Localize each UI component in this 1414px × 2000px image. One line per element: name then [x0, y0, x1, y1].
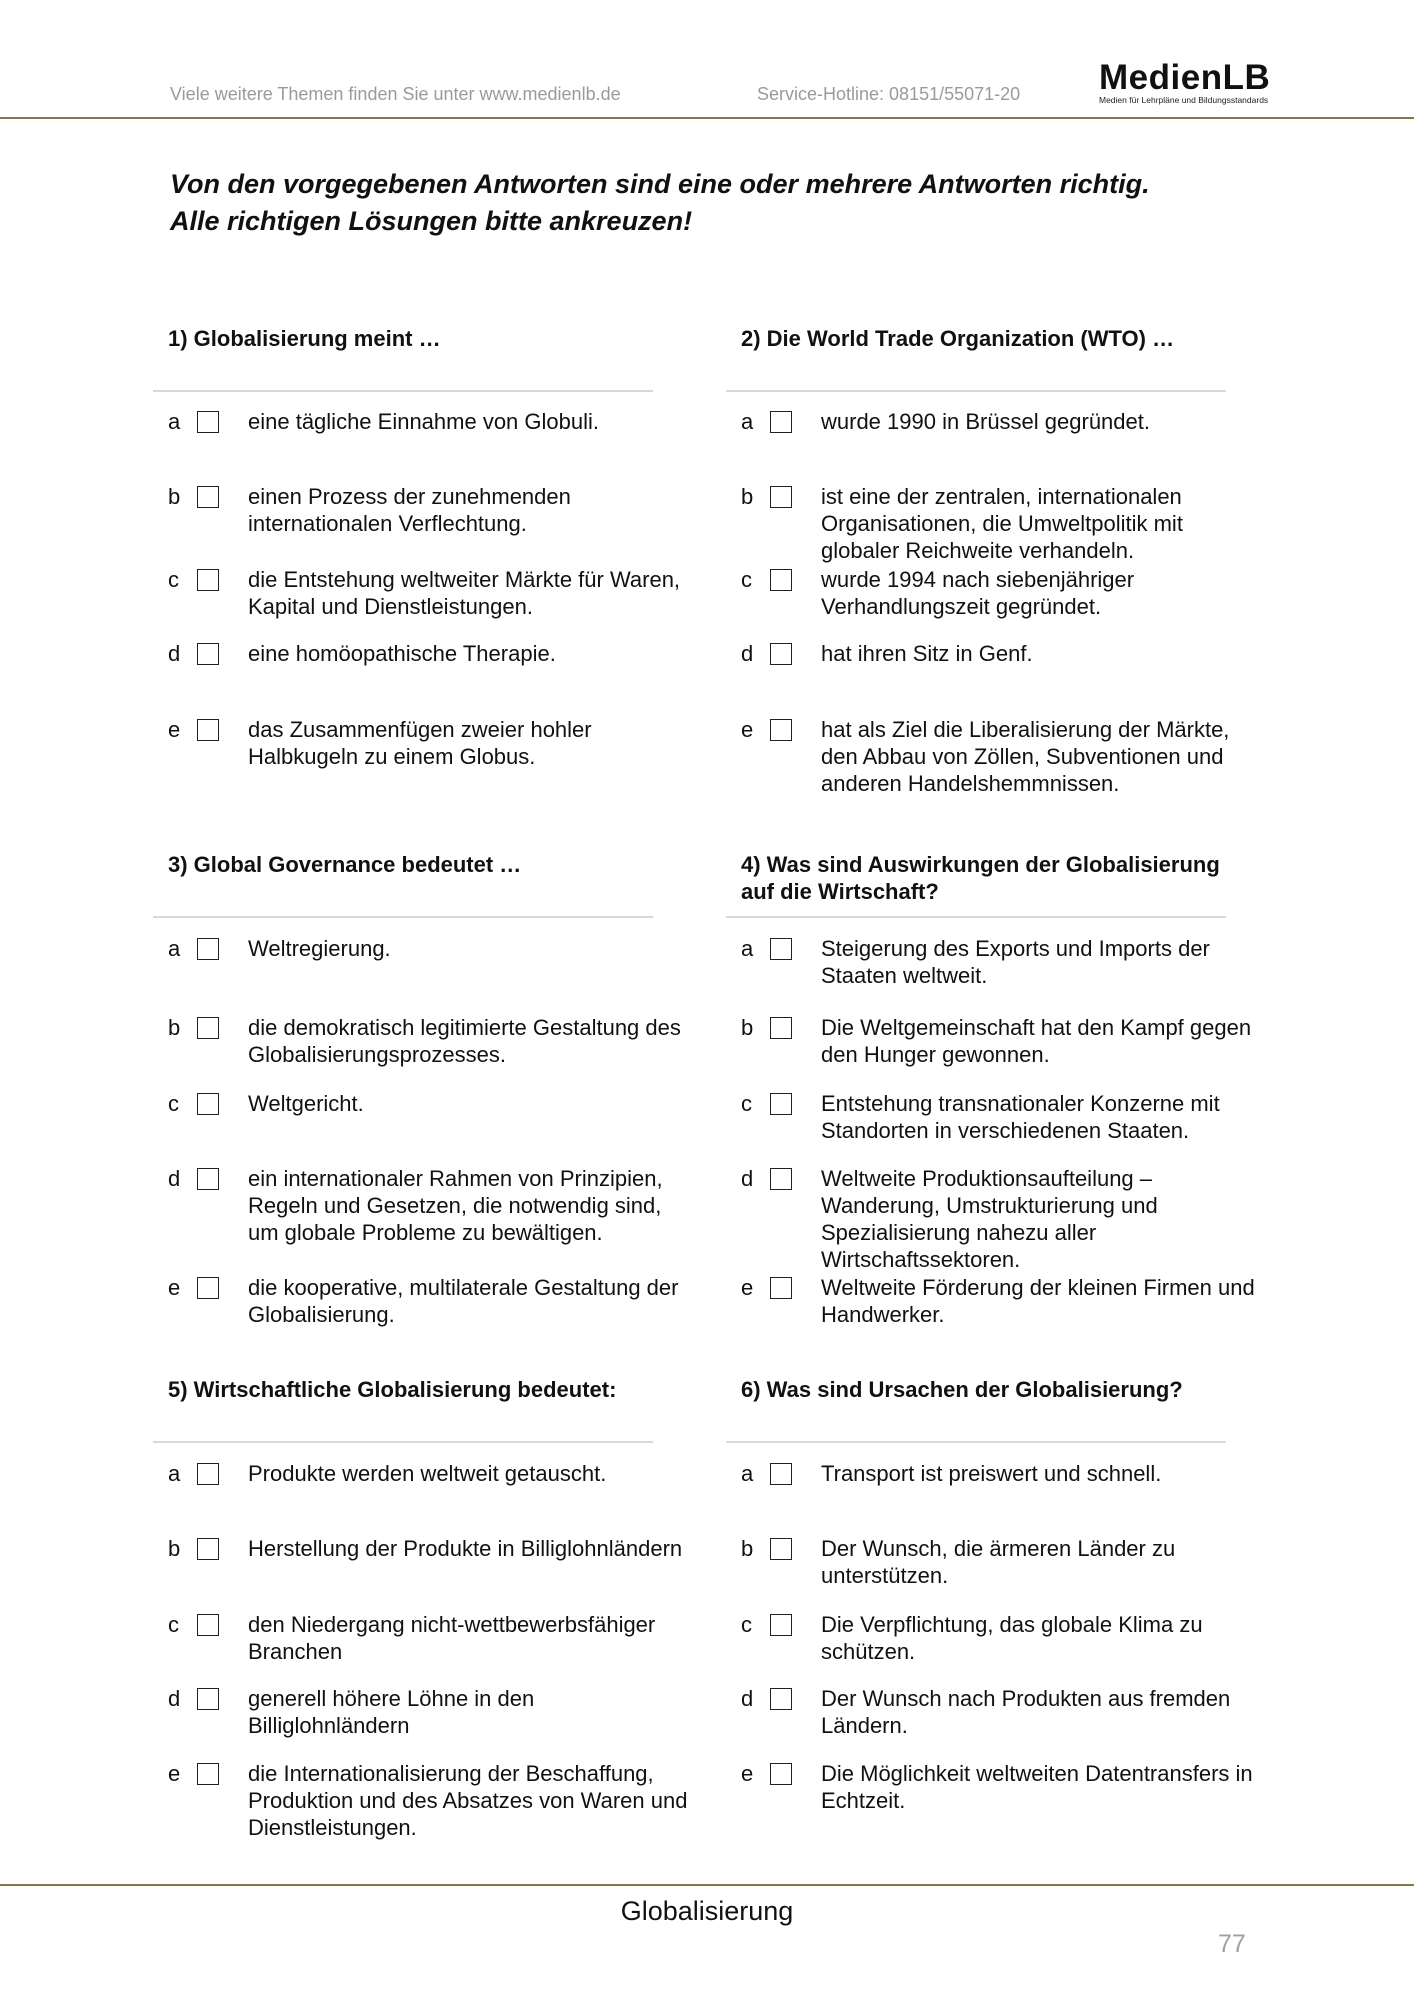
answer-checkbox[interactable]: [197, 569, 219, 591]
answer-checkbox[interactable]: [197, 1277, 219, 1299]
answer-checkbox[interactable]: [197, 1093, 219, 1115]
option-letter: b: [168, 1536, 181, 1561]
answer-checkbox[interactable]: [770, 1538, 792, 1560]
instructions: [170, 166, 1290, 240]
header-hotline-text: Service-Hotline: 08151/55071-20: [757, 84, 1021, 104]
option-letter: b: [741, 484, 754, 509]
option-letter: b: [168, 484, 181, 509]
option-text: die kooperative, multilaterale Gestaltung der Globalisierung.: [248, 1275, 679, 1327]
question-6-separator: [726, 1441, 1226, 1443]
option-text: die Internationalisierung der Beschaffung, Produktion und des Absatzes von Waren und Dienstleistungen.: [248, 1761, 688, 1840]
option-letter: e: [168, 1761, 181, 1786]
option-letter: e: [741, 717, 754, 742]
option-text: einen Prozess der zunehmenden internationalen Verflechtung.: [248, 484, 571, 536]
option-text: generell höhere Löhne in den Billiglohnländern: [248, 1686, 535, 1738]
option-text: Der Wunsch nach Produkten aus fremden Ländern.: [821, 1686, 1231, 1738]
question-2-title: 2) Die World Trade Organization (WTO) …: [741, 326, 1175, 351]
answer-checkbox[interactable]: [770, 938, 792, 960]
header-rule: [0, 117, 1414, 119]
option-letter: a: [741, 936, 754, 961]
answer-checkbox[interactable]: [770, 719, 792, 741]
option-text: Herstellung der Produkte in Billiglohnländern: [248, 1536, 683, 1561]
option-letter: e: [168, 1275, 181, 1300]
option-letter: c: [168, 1091, 179, 1116]
option-letter: a: [168, 409, 181, 434]
option-text: eine homöopathische Therapie.: [248, 641, 556, 666]
question-6-title: 6) Was sind Ursachen der Globalisierung?: [741, 1377, 1183, 1402]
answer-checkbox[interactable]: [770, 1093, 792, 1115]
answer-checkbox[interactable]: [770, 411, 792, 433]
answer-checkbox[interactable]: [197, 486, 219, 508]
option-letter: a: [741, 1461, 754, 1486]
answer-checkbox[interactable]: [197, 1538, 219, 1560]
option-letter: d: [168, 1166, 181, 1191]
answer-checkbox[interactable]: [770, 486, 792, 508]
option-text: Transport ist preiswert und schnell.: [821, 1461, 1162, 1486]
option-text: Die Weltgemeinschaft hat den Kampf gegen den Hunger gewonnen.: [821, 1015, 1252, 1067]
option-text: Steigerung des Exports und Imports der Staaten weltweit.: [821, 936, 1210, 988]
answer-checkbox[interactable]: [197, 1763, 219, 1785]
option-letter: d: [168, 1686, 181, 1711]
option-text: hat als Ziel die Liberalisierung der Märkte, den Abbau von Zöllen, Subventionen und anderen Handelshemmnissen.: [821, 717, 1230, 796]
option-letter: e: [741, 1761, 754, 1786]
instructions-line-1: Von den vorgegebenen Antworten sind eine oder mehrere Antworten richtig.: [170, 169, 1150, 199]
option-text: Produkte werden weltweit getauscht.: [248, 1461, 607, 1486]
option-text: den Niedergang nicht-wettbewerbsfähiger Branchen: [248, 1612, 656, 1664]
option-text: ist eine der zentralen, internationalen Organisationen, die Umweltpolitik mit globaler Reichweite verhandeln.: [821, 484, 1183, 563]
answer-checkbox[interactable]: [197, 719, 219, 741]
question-3-separator: [153, 916, 653, 918]
answer-checkbox[interactable]: [770, 1688, 792, 1710]
option-letter: c: [741, 1612, 752, 1637]
option-letter: d: [741, 641, 754, 666]
option-letter: d: [741, 1166, 754, 1191]
question-5-title: 5) Wirtschaftliche Globalisierung bedeutet:: [168, 1377, 617, 1402]
option-text: die Entstehung weltweiter Märkte für Waren, Kapital und Dienstleistungen.: [248, 567, 681, 619]
option-letter: d: [741, 1686, 754, 1711]
option-text: Die Verpflichtung, das globale Klima zu schützen.: [821, 1612, 1203, 1664]
question-4-title: 4) Was sind Auswirkungen der Globalisierung auf die Wirtschaft?: [741, 852, 1220, 904]
option-text: hat ihren Sitz in Genf.: [821, 641, 1033, 666]
answer-checkbox[interactable]: [197, 1017, 219, 1039]
option-letter: a: [168, 1461, 181, 1486]
question-1-title: 1) Globalisierung meint …: [168, 326, 441, 351]
answer-checkbox[interactable]: [770, 1277, 792, 1299]
footer-rule: [0, 1884, 1414, 1886]
answer-checkbox[interactable]: [197, 643, 219, 665]
question-3-title: 3) Global Governance bedeutet …: [168, 852, 522, 877]
logo-subtitle: Medien für Lehrpläne und Bildungsstandards: [1099, 95, 1269, 105]
answer-checkbox[interactable]: [770, 569, 792, 591]
answer-checkbox[interactable]: [197, 1168, 219, 1190]
option-letter: e: [741, 1275, 754, 1300]
option-text: Weltregierung.: [248, 936, 391, 961]
option-text: das Zusammenfügen zweier hohler Halbkugeln zu einem Globus.: [248, 717, 592, 769]
answer-checkbox[interactable]: [197, 411, 219, 433]
question-5-separator: [153, 1441, 653, 1443]
option-text: ein internationaler Rahmen von Prinzipien, Regeln und Gesetzen, die notwendig sind, um globale Probleme zu bewältigen.: [248, 1166, 663, 1245]
answer-checkbox[interactable]: [770, 1614, 792, 1636]
answer-checkbox[interactable]: [197, 1614, 219, 1636]
question-1-separator: [153, 390, 653, 392]
option-text: wurde 1990 in Brüssel gegründet.: [821, 409, 1150, 434]
option-letter: b: [741, 1015, 754, 1040]
option-text: Der Wunsch, die ärmeren Länder zu unterstützen.: [821, 1536, 1176, 1588]
option-text: die demokratisch legitimierte Gestaltung des Globalisierungsprozesses.: [248, 1015, 681, 1067]
option-text: Die Möglichkeit weltweiten Datentransfers in Echtzeit.: [821, 1761, 1253, 1813]
answer-checkbox[interactable]: [770, 1168, 792, 1190]
option-letter: c: [741, 1091, 752, 1116]
option-letter: d: [168, 641, 181, 666]
answer-checkbox[interactable]: [770, 1017, 792, 1039]
footer-title: Globalisierung: [620, 1896, 794, 1926]
answer-checkbox[interactable]: [197, 938, 219, 960]
option-text: Entstehung transnationaler Konzerne mit Standorten in verschiedenen Staaten.: [821, 1091, 1220, 1143]
option-text: eine tägliche Einnahme von Globuli.: [248, 409, 600, 434]
option-letter: c: [168, 1612, 179, 1637]
page-number: 77: [1218, 1930, 1246, 1958]
logo-title: MedienLB: [1099, 58, 1271, 97]
answer-checkbox[interactable]: [197, 1688, 219, 1710]
option-letter: b: [741, 1536, 754, 1561]
answer-checkbox[interactable]: [197, 1463, 219, 1485]
option-text: wurde 1994 nach siebenjähriger Verhandlungszeit gegründet.: [821, 567, 1135, 619]
answer-checkbox[interactable]: [770, 1463, 792, 1485]
instructions-line-2: Alle richtigen Lösungen bitte ankreuzen!: [170, 206, 693, 236]
header-website-text: Viele weitere Themen finden Sie unter www.medienlb.de: [170, 84, 621, 104]
option-letter: b: [168, 1015, 181, 1040]
option-text: Weltweite Produktionsaufteilung – Wanderung, Umstrukturierung und Spezialisierung nahezu aller Wirtschaftssektoren.: [821, 1166, 1158, 1272]
option-letter: c: [168, 567, 179, 592]
option-letter: e: [168, 717, 181, 742]
option-text: Weltweite Förderung der kleinen Firmen und Handwerker.: [821, 1275, 1255, 1327]
option-letter: c: [741, 567, 752, 592]
question-4-separator: [726, 916, 1226, 918]
option-letter: a: [741, 409, 754, 434]
option-letter: a: [168, 936, 181, 961]
answer-checkbox[interactable]: [770, 643, 792, 665]
question-2-separator: [726, 390, 1226, 392]
answer-checkbox[interactable]: [770, 1763, 792, 1785]
option-text: Weltgericht.: [248, 1091, 364, 1116]
